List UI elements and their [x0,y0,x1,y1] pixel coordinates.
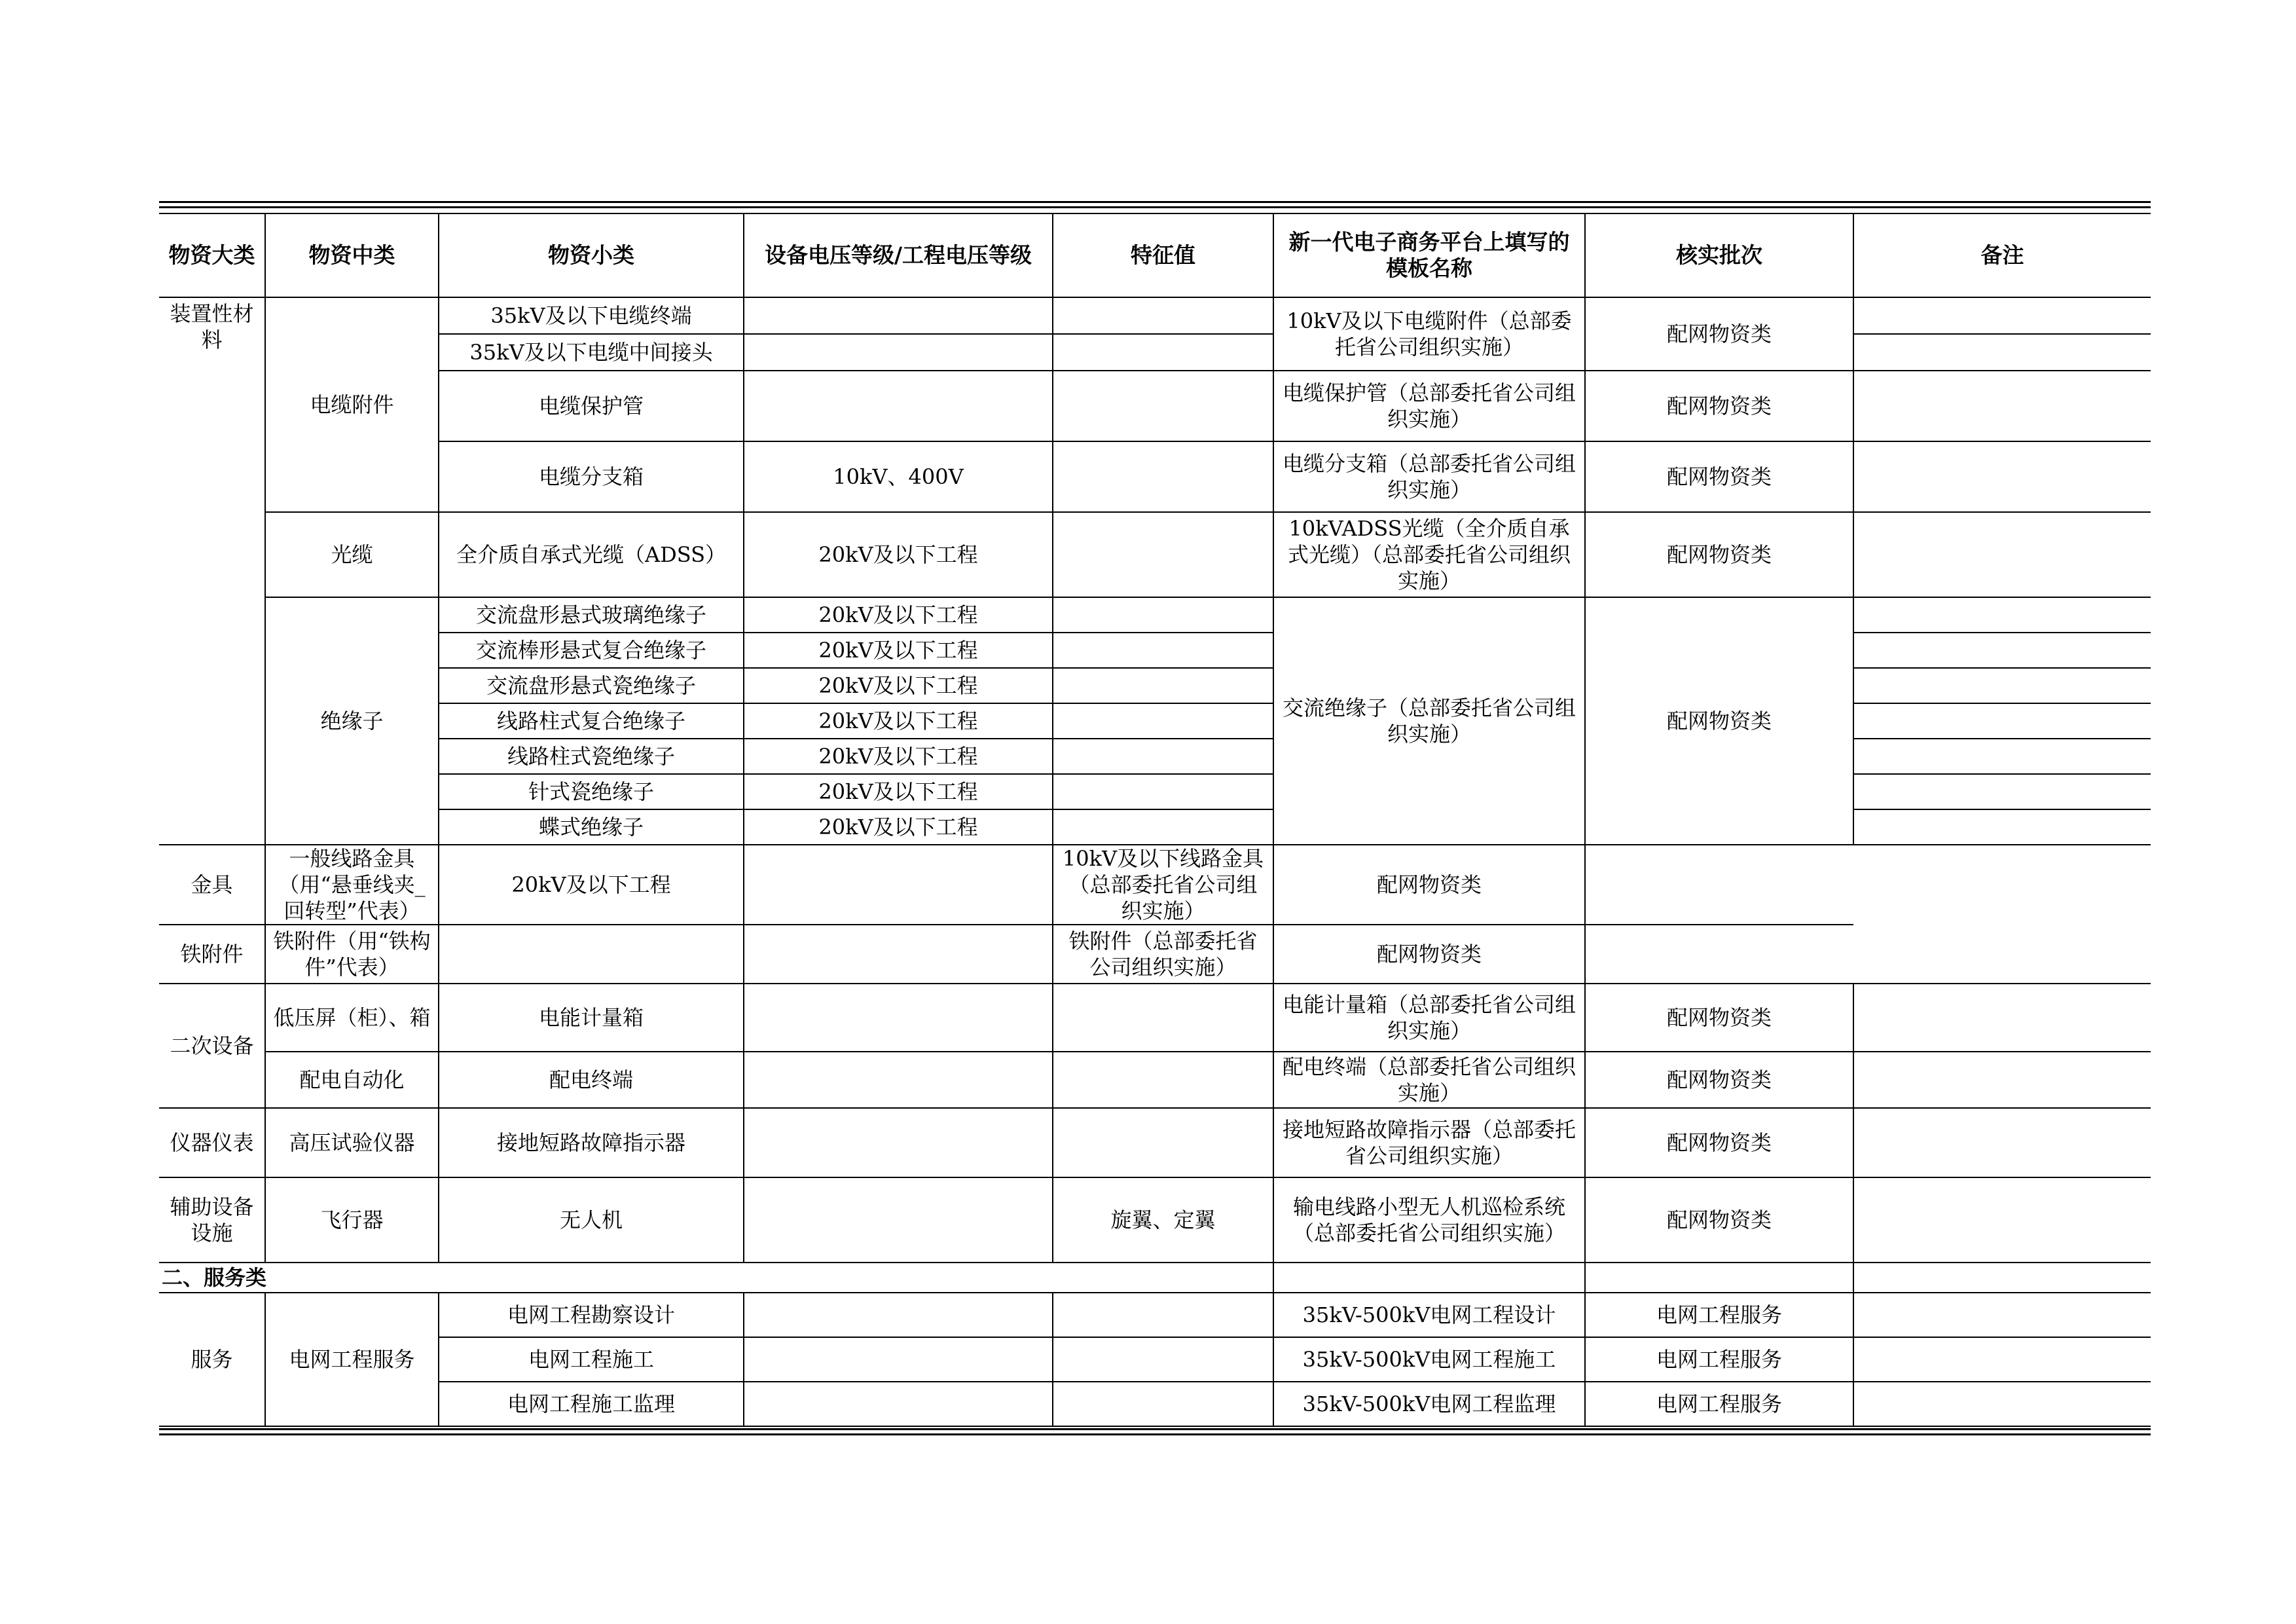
header-category: 物资大类 [159,213,265,297]
voltage-cell: 20kV及以下工程 [744,633,1053,668]
section-row [159,1263,2151,1293]
batch-cell: 配网物资类 [1273,925,1585,984]
sub-category-cell: 电网工程施工 [439,1337,744,1382]
sub-category-cell: 电能计量箱 [439,984,744,1052]
voltage-cell: 20kV及以下工程 [439,845,744,925]
sub-category-cell: 针式瓷绝缘子 [439,774,744,809]
template-cell: 35kV-500kV电网工程设计 [1273,1293,1585,1337]
template-cell: 接地短路故障指示器（总部委托省公司组织实施） [1273,1108,1585,1177]
category-cell: 装置性材料 [159,297,265,845]
top-double-rule [159,201,2151,203]
mid-category-cell: 绝缘子 [265,597,439,845]
batch-cell: 配网物资类 [1585,597,1853,845]
table-row [159,597,2151,633]
batch-cell: 电网工程服务 [1585,1337,1853,1382]
header-mid-category: 物资中类 [265,213,439,297]
batch-cell: 配网物资类 [1585,1177,1853,1263]
table-row [159,512,2151,597]
mid-category-cell: 高压试验仪器 [265,1108,439,1177]
sub-category-cell: 35kV及以下电缆终端 [439,297,744,334]
template-cell: 35kV-500kV电网工程监理 [1273,1382,1585,1426]
mid-category-cell: 电网工程服务 [265,1293,439,1426]
template-cell: 电缆分支箱（总部委托省公司组织实施） [1273,441,1585,512]
sub-category-cell: 全介质自承式光缆（ADSS） [439,512,744,597]
mid-category-cell: 光缆 [265,512,439,597]
mid-category-cell: 铁附件 [159,925,265,984]
category-cell: 服务 [159,1293,265,1426]
header-template-name: 新一代电子商务平台上填写的模板名称 [1273,213,1585,297]
table-row [159,1337,2151,1382]
header-row [159,213,2151,297]
table-row [159,1108,2151,1177]
material-table [159,213,2151,1427]
table-row [159,845,2151,925]
category-cell: 辅助设备设施 [159,1177,265,1263]
voltage-cell: 20kV及以下工程 [744,703,1053,739]
template-cell: 配电终端（总部委托省公司组织实施） [1273,1052,1585,1108]
mid-category-cell: 电缆附件 [265,297,439,512]
table-row [159,371,2151,441]
batch-cell: 配网物资类 [1585,297,1853,371]
voltage-cell: 20kV及以下工程 [744,774,1053,809]
mid-category-cell: 金具 [159,845,265,925]
template-cell: 铁附件（总部委托省公司组织实施） [1053,925,1273,984]
template-cell: 输电线路小型无人机巡检系统（总部委托省公司组织实施） [1273,1177,1585,1263]
template-cell: 电能计量箱（总部委托省公司组织实施） [1273,984,1585,1052]
template-cell: 10kVADSS光缆（全介质自承式光缆）（总部委托省公司组织实施） [1273,512,1585,597]
batch-cell: 配网物资类 [1585,371,1853,441]
sub-category-cell: 电网工程施工监理 [439,1382,744,1426]
batch-cell: 配网物资类 [1273,845,1585,925]
mid-category-cell: 配电自动化 [265,1052,439,1108]
template-cell: 10kV及以下电缆附件（总部委托省公司组织实施） [1273,297,1585,371]
section-title: 二、服务类 [159,1263,1273,1293]
bottom-double-rule-inner [159,1433,2151,1435]
voltage-cell: 20kV及以下工程 [744,597,1053,633]
batch-cell: 配网物资类 [1585,984,1853,1052]
table-row [159,984,2151,1052]
header-feature: 特征值 [1053,213,1273,297]
header-voltage-level: 设备电压等级/工程电压等级 [744,213,1053,297]
batch-cell: 配网物资类 [1585,1108,1853,1177]
template-cell: 35kV-500kV电网工程施工 [1273,1337,1585,1382]
sub-category-cell: 交流棒形悬式复合绝缘子 [439,633,744,668]
template-cell: 电缆保护管（总部委托省公司组织实施） [1273,371,1585,441]
voltage-cell: 20kV及以下工程 [744,512,1053,597]
table-row [159,925,2151,984]
bottom-double-rule [159,1428,2151,1430]
sub-category-cell: 交流盘形悬式瓷绝缘子 [439,668,744,703]
voltage-cell: 20kV及以下工程 [744,809,1053,845]
voltage-cell: 20kV及以下工程 [744,739,1053,774]
sub-category-cell: 交流盘形悬式玻璃绝缘子 [439,597,744,633]
batch-cell: 配网物资类 [1585,1052,1853,1108]
header-sub-category: 物资小类 [439,213,744,297]
sub-category-cell: 无人机 [439,1177,744,1263]
category-cell: 二次设备 [159,984,265,1108]
table-row [159,441,2151,512]
table-row [159,1052,2151,1108]
template-cell: 交流绝缘子（总部委托省公司组织实施） [1273,597,1585,845]
sub-category-cell: 铁附件（用“铁构件”代表） [265,925,439,984]
table-row [159,297,2151,334]
sub-category-cell: 电网工程勘察设计 [439,1293,744,1337]
top-double-rule-inner [159,206,2151,208]
table-row [159,1382,2151,1426]
table-row [159,1293,2151,1337]
sub-category-cell: 线路柱式瓷绝缘子 [439,739,744,774]
sub-category-cell: 线路柱式复合绝缘子 [439,703,744,739]
batch-cell: 配网物资类 [1585,441,1853,512]
header-batch: 核实批次 [1585,213,1853,297]
batch-cell: 电网工程服务 [1585,1293,1853,1337]
sub-category-cell: 蝶式绝缘子 [439,809,744,845]
sub-category-cell: 接地短路故障指示器 [439,1108,744,1177]
mid-category-cell: 飞行器 [265,1177,439,1263]
category-cell: 仪器仪表 [159,1108,265,1177]
template-cell: 10kV及以下线路金具（总部委托省公司组织实施） [1053,845,1273,925]
sub-category-cell: 一般线路金具（用“悬垂线夹_回转型”代表） [265,845,439,925]
batch-cell: 电网工程服务 [1585,1382,1853,1426]
batch-cell: 配网物资类 [1585,512,1853,597]
mid-category-cell: 低压屏（柜）、箱 [265,984,439,1052]
voltage-cell: 10kV、400V [744,441,1053,512]
sub-category-cell: 35kV及以下电缆中间接头 [439,334,744,371]
feature-cell: 旋翼、定翼 [1053,1177,1273,1263]
voltage-cell: 20kV及以下工程 [744,668,1053,703]
sub-category-cell: 配电终端 [439,1052,744,1108]
sub-category-cell: 电缆分支箱 [439,441,744,512]
table-row [159,1177,2151,1263]
sub-category-cell: 电缆保护管 [439,371,744,441]
header-remark: 备注 [1853,213,2151,297]
